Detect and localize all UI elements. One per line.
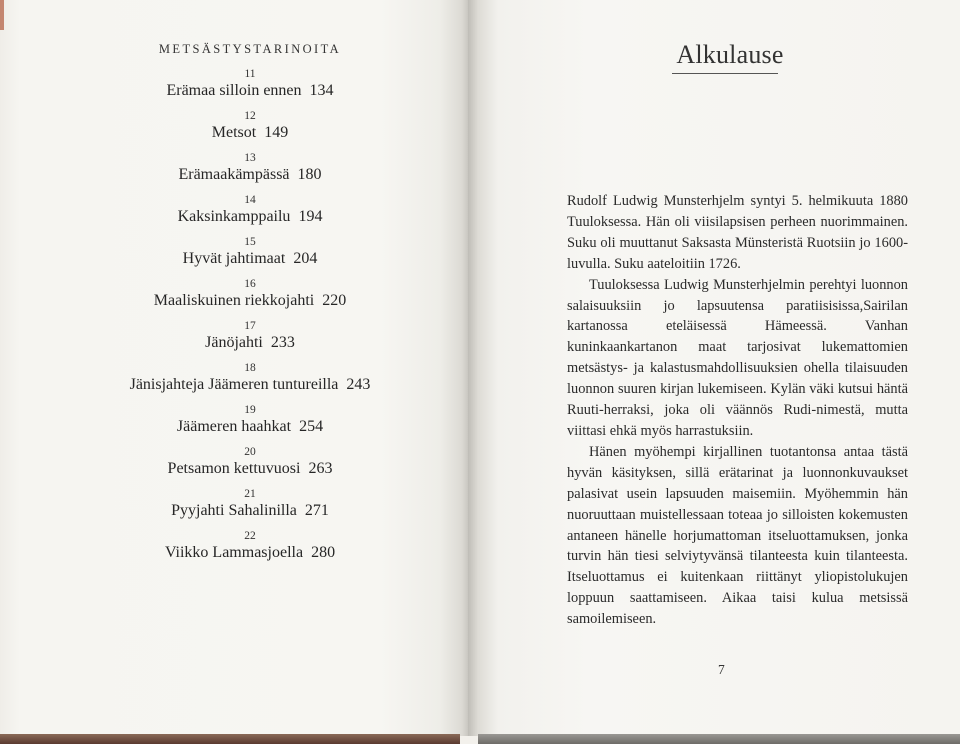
chapter-number: 18 (244, 362, 256, 374)
toc-line (100, 459, 400, 487)
toc-list (100, 67, 400, 571)
chapter-number: 11 (244, 68, 256, 80)
toc-line (100, 291, 400, 319)
page-ref: 271 (304, 502, 329, 519)
chapter-number: 12 (244, 110, 256, 122)
toc-line (100, 123, 400, 151)
page-ref: 204 (293, 250, 318, 267)
chapter-name: Maaliskuinen riekkojahti (153, 292, 315, 309)
chapter-number: 19 (244, 404, 256, 416)
page-ref: 180 (297, 166, 322, 183)
toc-entry (100, 151, 400, 193)
paragraph: Tuuloksessa Ludwig Munsterhjelmin perehtyi luonnon salaisuuksiin jo lapsuutensa paratiisisissa,Sairilan kartanossa eteläisessä Hämeessä. Vanhan kuninkaankartanon maat tarjosivat lukemattomien metsästys- ja kalastusmahdollisuuksien ohella tilaisuuden luonnon suuren kirjan lukemiseen. Kylän väki kutsui häntä Ruuti-herraksi, joka oli väännös Rudi-nimestä, mutta viittasi ehkä myös harrastuksiin. (567, 276, 908, 439)
page-ref: 254 (299, 418, 324, 435)
chapter-name: Pyyjahti Sahalinilla (171, 502, 297, 519)
chapter-name: Erämaakämpässä (178, 166, 290, 183)
paragraph: Hänen myöhempi kirjallinen tuotantonsa antaa tästä hyvän käsityksen, sillä erätarinat ja luonnonkuvaukset palasivat usein lapsuuden maisemiin. Myöhemmin hän nuoruuttaan muistellessaan toteaa jo silloisten kokemusten antaneen hänelle horjumattoman itseluottamuksen, jonka turvin hän tiesi selviytyvänsä tilanteesta kuin tilanteesta. Itseluottamus ei kuitenkaan riittänyt yliopistolukujen loppuun saattamiseen. Aikaa taisi kulua metsissä samoilemiseen. (567, 443, 908, 628)
toc-entry (100, 277, 400, 319)
chapter-number: 21 (244, 488, 256, 500)
toc-entry (100, 529, 400, 571)
page-number: 7 (718, 662, 725, 677)
toc-line (100, 165, 400, 193)
toc-line (100, 501, 400, 529)
toc-line (100, 333, 400, 361)
chapter-number: 15 (244, 236, 256, 248)
chapter-name: Erämaa silloin ennen (166, 82, 302, 99)
toc-line (100, 375, 400, 403)
chapter-name: Hyvät jahtimaat (182, 250, 286, 267)
chapter-number: 20 (244, 446, 256, 458)
chapter-name: Viikko Lammasjoella (164, 544, 304, 561)
chapter-number: 14 (244, 194, 256, 206)
table-of-contents (100, 40, 400, 571)
page-ref: 220 (322, 292, 347, 309)
toc-line (100, 81, 400, 109)
paragraph: Rudolf Ludwig Munsterhjelm syntyi 5. helmikuuta 1880 Tuuloksessa. Hän oli viisilapsisen perheen nuorimmainen. Suku oli muuttanut Saksasta Münsteristä Ruotsiin jo 1600-luvulla. Suku aateloitiin 1726. (567, 193, 908, 272)
toc-entry (100, 403, 400, 445)
page-ref: 134 (309, 82, 334, 99)
page-ref: 194 (298, 208, 323, 225)
cover-bottom-edge-right (478, 734, 960, 744)
chapter-title: Alkulause (676, 40, 784, 69)
toc-heading: METSÄSTYSTARINOITA (158, 42, 342, 56)
toc-line (100, 249, 400, 277)
toc-line (100, 207, 400, 235)
toc-entry (100, 193, 400, 235)
chapter-number: 22 (244, 530, 256, 542)
toc-entry (100, 235, 400, 277)
page-ref: 263 (308, 460, 333, 477)
page-ref: 149 (264, 124, 289, 141)
left-page (0, 0, 468, 736)
page-ref: 233 (270, 334, 295, 351)
page-ref: 243 (346, 376, 371, 393)
chapter-name: Metsot (211, 124, 257, 141)
chapter-number: 17 (244, 320, 256, 332)
toc-line (100, 417, 400, 445)
cover-bottom-edge (0, 734, 460, 744)
toc-entry (100, 487, 400, 529)
toc-entry (100, 67, 400, 109)
toc-entry (100, 109, 400, 151)
chapter-name: Jäämeren haahkat (176, 418, 292, 435)
chapter-name: Jänöjahti (205, 334, 263, 351)
title-underline (672, 73, 778, 74)
chapter-number: 16 (244, 278, 256, 290)
toc-entry (100, 445, 400, 487)
chapter-name: Petsamon kettuvuosi (167, 460, 301, 477)
toc-entry (100, 361, 400, 403)
chapter-name: Jänisjahteja Jäämeren tuntureilla (129, 376, 339, 393)
foreword-text (567, 191, 908, 630)
chapter-name: Kaksinkamppailu (177, 208, 291, 225)
cover-edge (0, 0, 4, 30)
chapter-number: 13 (244, 152, 256, 164)
toc-line (100, 543, 400, 571)
toc-entry (100, 319, 400, 361)
page-ref: 280 (311, 544, 336, 561)
